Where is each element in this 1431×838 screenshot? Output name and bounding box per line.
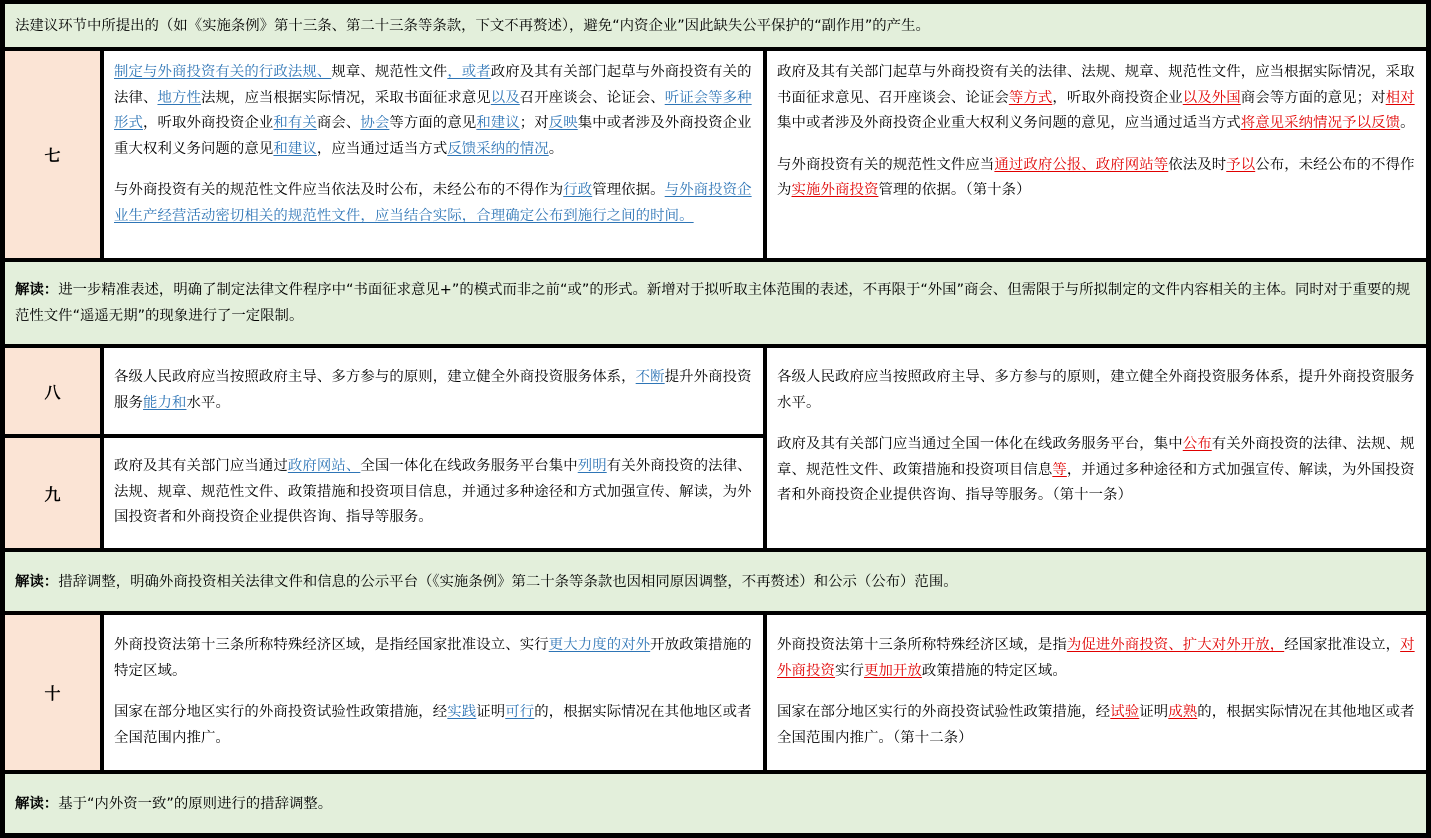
text-segment: ，听取外商投资企业 xyxy=(142,115,274,131)
deleted-or-changed-text: 反馈采纳的情况 xyxy=(447,140,549,157)
deleted-or-changed-text: 政府网站、 xyxy=(287,458,361,474)
note-row9 xyxy=(5,552,1426,611)
deleted-or-changed-text: 和有关 xyxy=(273,115,317,131)
new-change-text: 成熟 xyxy=(1168,704,1198,720)
text-segment: 有关外商投资的法律、法规、规章、规范性文件、政策措施和投资项目信息，并通过多种途径和方式加强宣传、解读，为外国投资者和外商投资企业提供咨询、指导等服务。 xyxy=(114,458,752,525)
paragraph xyxy=(777,633,1416,684)
new-change-text: 等 xyxy=(1052,461,1067,478)
text-segment: 各级人民政府应当按照政府主导、多方参与的原则，建立健全外商投资服务体系， xyxy=(114,369,636,385)
paragraph xyxy=(114,633,753,684)
row7-new-text xyxy=(767,51,1426,258)
text-segment: 政府及其有关部门起草与外商投资有关的法律、法规、规章、规范性文件，应当根据实际情况，采取书面征求意见、召开座谈会、论证会 xyxy=(777,64,1415,106)
text-segment: 政府及其有关部门应当通过 xyxy=(114,458,288,474)
paragraph xyxy=(777,365,1416,416)
row7-old-text xyxy=(104,51,763,258)
text-segment: 依法及时 xyxy=(1168,156,1227,173)
new-change-text: 相对 xyxy=(1385,89,1415,106)
text-segment: 经国家批准设立， xyxy=(1284,637,1401,653)
new-change-text: 实施外商投资 xyxy=(791,182,879,198)
note-label: 解读： xyxy=(15,795,59,812)
new-change-text: 以及外国 xyxy=(1182,89,1241,106)
deleted-or-changed-text: 列明 xyxy=(577,458,607,474)
deleted-or-changed-text: 以及 xyxy=(490,89,520,106)
text-segment: 外商投资法第十三条所称特殊经济区域，是指 xyxy=(777,637,1067,653)
text-segment: 商会等方面的意见；对 xyxy=(1240,89,1386,106)
paragraph xyxy=(114,700,753,751)
text-segment: ，听取外商投资企业 xyxy=(1052,89,1183,106)
paragraph xyxy=(777,153,1416,204)
text-segment: 国家在部分地区实行的外商投资试验性政策措施，经 xyxy=(114,704,448,720)
deleted-or-changed-text: 和建议 xyxy=(476,115,520,131)
note-row10 xyxy=(5,774,1426,833)
text-segment: 规章、规范性文件 xyxy=(331,64,448,80)
new-change-text: 将意见采纳情况予以反馈 xyxy=(1240,115,1401,131)
paragraph xyxy=(114,178,753,229)
text-segment: 法规，应当根据实际情况，采取书面征求意见 xyxy=(200,89,491,106)
deleted-or-changed-text: 更大力度的对外 xyxy=(548,637,651,653)
row-number-label: 八 xyxy=(44,382,61,402)
text-segment: 。 xyxy=(548,140,564,157)
note-label: 解读： xyxy=(15,282,59,298)
text-segment: 与外商投资有关的规范性文件应当依法及时公布，未经公布的不得作为 xyxy=(114,182,564,198)
row9-old-text xyxy=(104,438,763,548)
text-segment: 有关外商投资的法律、法规、规章、规范性文件、政策措施和投资项目信息 xyxy=(777,436,1415,478)
text-segment: 的，根据实际情况在其他地区或者全国范围内推广。（第十二条） xyxy=(777,704,1415,746)
text-segment: 与外商投资有关的规范性文件应当 xyxy=(777,156,995,173)
row8-9-new-text xyxy=(767,348,1426,548)
text-segment: 证明 xyxy=(476,704,506,720)
paragraph xyxy=(114,365,753,416)
note-text: 措辞调整，明确外商投资相关法律文件和信息的公示平台（《实施条例》第二十条等条款也因相同原因调整，不再赘述）和公示（公布）范围。 xyxy=(58,573,958,590)
row10-new-text xyxy=(767,615,1426,770)
row-number-7 xyxy=(5,51,100,258)
text-segment: 等方面的意见 xyxy=(389,115,477,131)
deleted-or-changed-text: 能力和 xyxy=(142,394,187,411)
new-change-text: 等方式 xyxy=(1008,89,1053,106)
text-segment: 水平。 xyxy=(186,394,230,411)
text-segment: 召开座谈会、论证会、 xyxy=(519,89,665,106)
deleted-or-changed-text: 协会 xyxy=(360,115,390,131)
top-note-text: 法建议环节中所提出的（如《实施条例》第十三条、第二十三条等条款，下文不再赘述），避免“内资企业”因此缺失公平保护的“副作用”的产生。 xyxy=(15,17,930,34)
text-segment: ，并通过多种途径和方式加强宣传、解读，为外国投资者和外商投资企业提供咨询、指导等服务。（第十一条） xyxy=(777,461,1415,503)
text-segment: 各级人民政府应当按照政府主导、多方参与的原则，建立健全外商投资服务体系，提升外商投资服务水平。 xyxy=(777,369,1415,411)
deleted-or-changed-text: 实践 xyxy=(447,704,477,720)
deleted-or-changed-text: 行政 xyxy=(563,182,593,198)
paragraph xyxy=(114,60,753,162)
text-segment: ，应当通过适当方式 xyxy=(316,140,448,157)
deleted-or-changed-text: 地方性 xyxy=(157,89,201,106)
deleted-or-changed-text: 和建议 xyxy=(273,140,317,157)
text-segment: 政府及其有关部门起草与外商投资有关的法律、 xyxy=(114,64,752,106)
text-segment: 实行 xyxy=(834,662,864,679)
text-segment: 管理的依据。（第十条） xyxy=(878,182,1031,198)
deleted-or-changed-text: 不断 xyxy=(635,369,665,385)
text-segment: 开放政策措施的特定区域。 xyxy=(114,637,752,679)
deleted-or-changed-text: 与外商投资企业生产经营活动密切相关的规范性文件，应当结合实际，合理确定公布到施行之间的时间。 xyxy=(114,182,752,224)
row10-old-text xyxy=(104,615,763,770)
row-number-8 xyxy=(5,348,100,434)
paragraph xyxy=(777,60,1416,137)
new-change-text: 对外商投资 xyxy=(777,637,1415,679)
row-number-9 xyxy=(5,438,100,548)
deleted-or-changed-text: 反映 xyxy=(548,115,578,131)
new-change-text: 试验 xyxy=(1110,704,1140,720)
new-change-text: 更加开放 xyxy=(863,662,922,679)
text-segment: 集中或者涉及外商投资企业重大权利义务问题的意见，应当通过适当方式 xyxy=(777,115,1241,131)
row-number-label: 十 xyxy=(44,684,61,703)
text-segment: 外商投资法第十三条所称特殊经济区域，是指经国家批准设立、实行 xyxy=(114,637,549,653)
row-number-10 xyxy=(5,615,100,770)
deleted-or-changed-text: 可行 xyxy=(505,704,535,720)
top-note-cell xyxy=(5,4,1426,47)
text-segment: 证明 xyxy=(1139,704,1169,720)
paragraph xyxy=(777,700,1416,751)
new-change-text: 通过政府公报、政府网站等 xyxy=(994,156,1169,173)
text-segment: 。 xyxy=(1400,115,1415,131)
text-segment: 全国一体化在线政务服务平台集中 xyxy=(360,458,578,474)
row-number-label: 九 xyxy=(44,484,61,504)
new-change-text: 公布 xyxy=(1182,436,1212,452)
text-segment: 提升外商投资服务 xyxy=(114,369,752,411)
deleted-or-changed-text: 制定与外商投资有关的行政法规、 xyxy=(114,64,332,80)
row-number-label: 七 xyxy=(44,146,61,165)
text-segment: ；对 xyxy=(519,115,549,131)
deleted-or-changed-text: 听证会等多种形式 xyxy=(114,89,752,131)
text-segment: 管理依据。 xyxy=(592,182,665,198)
paragraph xyxy=(777,432,1416,509)
row8-old-text xyxy=(104,348,763,434)
deleted-or-changed-text: ，或者 xyxy=(447,64,491,80)
text-segment: 的，根据实际情况在其他地区或者全国范围内推广。 xyxy=(114,704,752,746)
text-segment: 政府及其有关部门应当通过全国一体化在线政务服务平台，集中 xyxy=(777,436,1183,452)
text-segment: 集中或者涉及外商投资企业重大权利义务问题的意见 xyxy=(114,115,752,157)
note-text: 进一步精准表述，明确了制定法律文件程序中“书面征求意见+”的模式而非之前“或”的形式。新增对于拟听取主体范围的表述，不再限于“外国”商会、但需限于与所拟制定的文件内容相关的主体。同时对于重要的规范性文件“遥遥无期”的现象进行了一定限制。 xyxy=(15,282,1411,324)
text-segment: 公布，未经公布的不得作为 xyxy=(777,156,1415,198)
text-segment: 商会、 xyxy=(316,115,361,131)
text-segment: 国家在部分地区实行的外商投资试验性政策措施，经 xyxy=(777,704,1111,720)
paragraph xyxy=(114,454,753,531)
note-row7 xyxy=(5,262,1426,344)
note-label: 解读： xyxy=(15,573,59,590)
note-text: 基于“内外资一致”的原则进行的措辞调整。 xyxy=(58,795,333,812)
text-segment: 政策措施的特定区域。 xyxy=(921,662,1067,679)
new-change-text: 予以 xyxy=(1226,156,1256,173)
new-change-text: 为促进外商投资、扩大对外开放， xyxy=(1066,637,1285,653)
